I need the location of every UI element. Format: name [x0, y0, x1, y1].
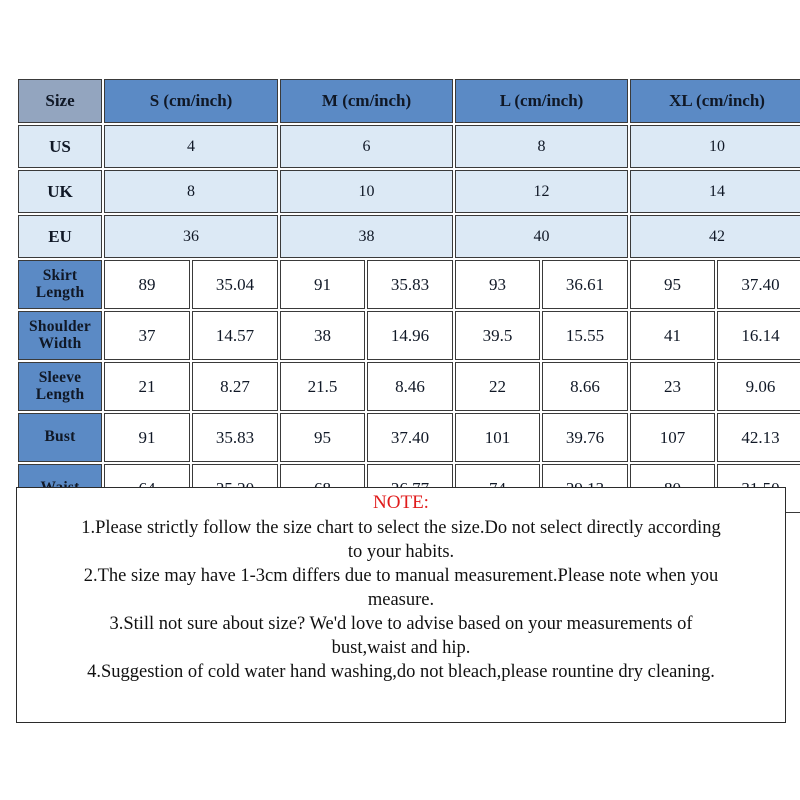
cell-skirt-length-s-cm: 89: [104, 260, 190, 309]
table-row-skirt-length: [18, 260, 800, 309]
cell-shoulder-width-xl-cm: 41: [630, 311, 715, 360]
note-line: to your habits.: [347, 541, 455, 562]
cell-skirt-length-l-inch: 36.61: [542, 260, 628, 309]
cell-shoulder-width-m-inch: 14.96: [367, 311, 453, 360]
header-cell-s: S (cm/inch): [104, 79, 278, 123]
row-label-line2: Width: [38, 334, 82, 352]
row-label-line2: Length: [35, 283, 85, 301]
cell-bust-m-cm: 95: [280, 413, 365, 462]
note-line: 3.Still not sure about size? We'd love to advise based on your measurements of: [109, 614, 693, 635]
cell-sleeve-length-l-inch: 8.66: [542, 362, 628, 411]
table-row-shoulder-width: [18, 311, 800, 360]
cell-shoulder-width-xl-inch: 16.14: [717, 311, 800, 360]
cell-shoulder-width-l-cm: 39.5: [455, 311, 540, 360]
cell-us-xl: 10: [630, 125, 800, 168]
row-label-bust: Bust: [18, 413, 102, 462]
row-label-us: US: [18, 125, 102, 168]
cell-eu-m: 38: [280, 215, 453, 258]
cell-sleeve-length-s-inch: 8.27: [192, 362, 278, 411]
row-label-skirt-length: [18, 260, 102, 309]
row-label-line1: Shoulder: [29, 317, 91, 335]
cell-bust-xl-cm: 107: [630, 413, 715, 462]
table-header-row: [18, 79, 800, 123]
cell-sleeve-length-m-cm: 21.5: [280, 362, 365, 411]
cell-uk-l: 12: [455, 170, 628, 213]
row-label-sleeve-length: [18, 362, 102, 411]
cell-sleeve-length-l-cm: 22: [455, 362, 540, 411]
cell-bust-l-cm: 101: [455, 413, 540, 462]
note-line: 2.The size may have 1-3cm differs due to manual measurement.Please note when you: [83, 565, 719, 586]
cell-us-l: 8: [455, 125, 628, 168]
cell-us-m: 6: [280, 125, 453, 168]
cell-bust-s-inch: 35.83: [192, 413, 278, 462]
table-row-sleeve-length: [18, 362, 800, 411]
cell-skirt-length-s-inch: 35.04: [192, 260, 278, 309]
cell-skirt-length-l-cm: 93: [455, 260, 540, 309]
table-row-us: [18, 125, 800, 168]
cell-eu-s: 36: [104, 215, 278, 258]
header-cell-size: Size: [18, 79, 102, 123]
header-cell-m: M (cm/inch): [280, 79, 453, 123]
cell-shoulder-width-m-cm: 38: [280, 311, 365, 360]
cell-skirt-length-m-cm: 91: [280, 260, 365, 309]
note-line: 4.Suggestion of cold water hand washing,do not bleach,please rountine dry cleaning.: [87, 662, 715, 683]
header-cell-xl: XL (cm/inch): [630, 79, 800, 123]
cell-bust-xl-inch: 42.13: [717, 413, 800, 462]
cell-sleeve-length-xl-inch: 9.06: [717, 362, 800, 411]
size-chart-table-wrapper: [16, 77, 786, 515]
cell-bust-l-inch: 39.76: [542, 413, 628, 462]
cell-sleeve-length-s-cm: 21: [104, 362, 190, 411]
cell-shoulder-width-l-inch: 15.55: [542, 311, 628, 360]
header-cell-l: L (cm/inch): [455, 79, 628, 123]
table-row-bust: [18, 413, 800, 462]
cell-us-s: 4: [104, 125, 278, 168]
row-label-line1: Sleeve: [38, 368, 82, 386]
cell-eu-xl: 42: [630, 215, 800, 258]
note-line: bust,waist and hip.: [331, 638, 471, 659]
cell-shoulder-width-s-inch: 14.57: [192, 311, 278, 360]
cell-sleeve-length-m-inch: 8.46: [367, 362, 453, 411]
note-title: NOTE:: [373, 492, 429, 513]
row-label-line2: Length: [35, 385, 85, 403]
cell-bust-s-cm: 91: [104, 413, 190, 462]
cell-shoulder-width-s-cm: 37: [104, 311, 190, 360]
table-row-eu: [18, 215, 800, 258]
cell-skirt-length-m-inch: 35.83: [367, 260, 453, 309]
note-box: [16, 487, 786, 723]
size-chart-table: [16, 77, 800, 515]
row-label-shoulder-width: [18, 311, 102, 360]
table-row-uk: [18, 170, 800, 213]
row-label-uk: UK: [18, 170, 102, 213]
cell-skirt-length-xl-cm: 95: [630, 260, 715, 309]
cell-skirt-length-xl-inch: 37.40: [717, 260, 800, 309]
row-label-line1: Skirt: [42, 266, 78, 284]
row-label-eu: EU: [18, 215, 102, 258]
cell-sleeve-length-xl-cm: 23: [630, 362, 715, 411]
cell-eu-l: 40: [455, 215, 628, 258]
note-line: 1.Please strictly follow the size chart to select the size.Do not select directly according: [81, 517, 721, 538]
note-line: measure.: [367, 589, 435, 610]
cell-bust-m-inch: 37.40: [367, 413, 453, 462]
cell-uk-xl: 14: [630, 170, 800, 213]
cell-uk-s: 8: [104, 170, 278, 213]
cell-uk-m: 10: [280, 170, 453, 213]
